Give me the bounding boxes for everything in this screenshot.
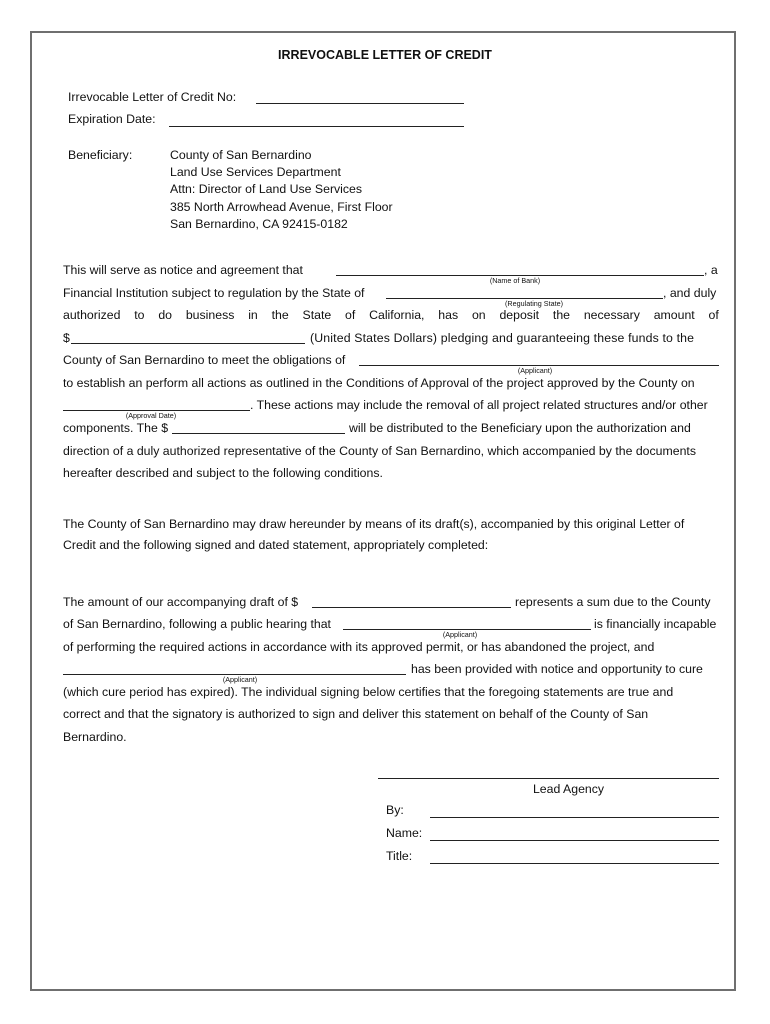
p3-line3-text: of performing the required actions in accordance with its approved permit, or has abandoned the project, and [63,640,655,654]
p1-line2-end: , and duly [663,286,717,300]
beneficiary-line: Attn: Director of Land Use Services [170,182,363,196]
name-field[interactable] [430,840,719,841]
beneficiary-line: 385 North Arrowhead Avenue, First Floor [170,200,393,214]
title-field[interactable] [430,863,719,864]
word: of [345,308,356,322]
word: of [708,308,719,322]
word: California, [369,308,425,322]
draft-amount-field[interactable] [312,607,511,608]
loc-number-field[interactable] [256,103,464,104]
distribution-amount-field[interactable] [172,433,345,434]
p1-line2-text: Financial Institution subject to regulation by the State of [63,286,365,300]
applicant-caption: (Applicant) [442,630,478,639]
word: State [302,308,332,322]
name-label: Name: [386,826,423,840]
beneficiary-line: Land Use Services Department [170,165,341,179]
word: deposit [499,308,540,322]
p3-line5-text: (which cure period has expired). The individual signing below certifies that the foregoing statements are true and [63,685,674,699]
page-border [30,31,736,991]
word: business [185,308,235,322]
p1-line1-end: , a [704,263,718,277]
word: the [271,308,289,322]
p1-line6-text: to establish an perform all actions as outlined in the Conditions of Approval of the project approved by the County on [63,376,695,390]
p3-line1-end: represents a sum due to the County [515,595,711,609]
lead-agency-label: Lead Agency [532,782,605,796]
word: has [438,308,459,322]
bank-name-caption: (Name of Bank) [489,276,541,285]
p1-line7-text: . These actions may include the removal of all project related structures and/or other [250,398,708,412]
p1-line8-end: will be distributed to the Beneficiary upon the authorization and [349,421,691,435]
word: amount [653,308,695,322]
beneficiary-label: Beneficiary: [68,148,133,162]
title-label: Title: [386,849,413,863]
lead-agency-signature-line[interactable] [378,778,719,779]
word: authorized [63,308,121,322]
regulating-state-caption: (Regulating State) [505,299,563,308]
p1-line4-text: (United States Dollars) pledging and guaranteeing these funds to the [310,331,695,345]
word: on [471,308,486,322]
beneficiary-line: San Bernardino, CA 92415-0182 [170,217,348,231]
word: the [552,308,571,322]
applicant-caption: (Applicant) [222,675,258,684]
amount-field[interactable] [71,343,305,344]
p3-line1-text: The amount of our accompanying draft of $ [63,595,299,609]
p1-line1-text: This will serve as notice and agreement that [63,263,303,277]
p1-line3 [63,307,719,323]
word: necessary [583,308,640,322]
loc-number-label: Irrevocable Letter of Credit No: [68,90,237,104]
beneficiary-line: County of San Bernardino [170,148,312,162]
p3-line2-text: of San Bernardino, following a public hearing that [63,617,331,631]
p1-line5-text: County of San Bernardino to meet the obligations of [63,353,346,367]
p3-line7-text: Bernardino. [63,730,127,744]
p1-line8-text: components. The $ [63,421,169,435]
p1-line10-text: hereafter described and subject to the following conditions. [63,466,383,480]
applicant-caption: (Applicant) [517,366,553,375]
by-field[interactable] [430,817,719,818]
approval-date-caption: (Approval Date) [125,411,177,420]
expiration-date-field[interactable] [169,126,464,127]
word: in [248,308,258,322]
expiration-date-label: Expiration Date: [68,112,156,126]
word: do [158,308,173,322]
p2-line2-text: Credit and the following signed and dated statement, appropriately completed: [63,538,489,552]
p2-line1-text: The County of San Bernardino may draw hereunder by means of its draft(s), accompanied by this original Letter of [63,517,685,531]
by-label: By: [386,803,404,817]
p3-line4-text: has been provided with notice and opportunity to cure [411,662,703,676]
word: to [134,308,145,322]
p3-line6-text: correct and that the signatory is authorized to sign and deliver this statement on behalf of the County of San [63,707,649,721]
p1-line9-text: direction of a duly authorized representative of the County of San Bernardino, which accompanied by the documents [63,444,696,458]
document-title: IRREVOCABLE LETTER OF CREDIT [278,48,492,62]
p1-line4-dollar: $ [63,331,70,345]
p3-line2-end: is financially incapable [594,617,717,631]
